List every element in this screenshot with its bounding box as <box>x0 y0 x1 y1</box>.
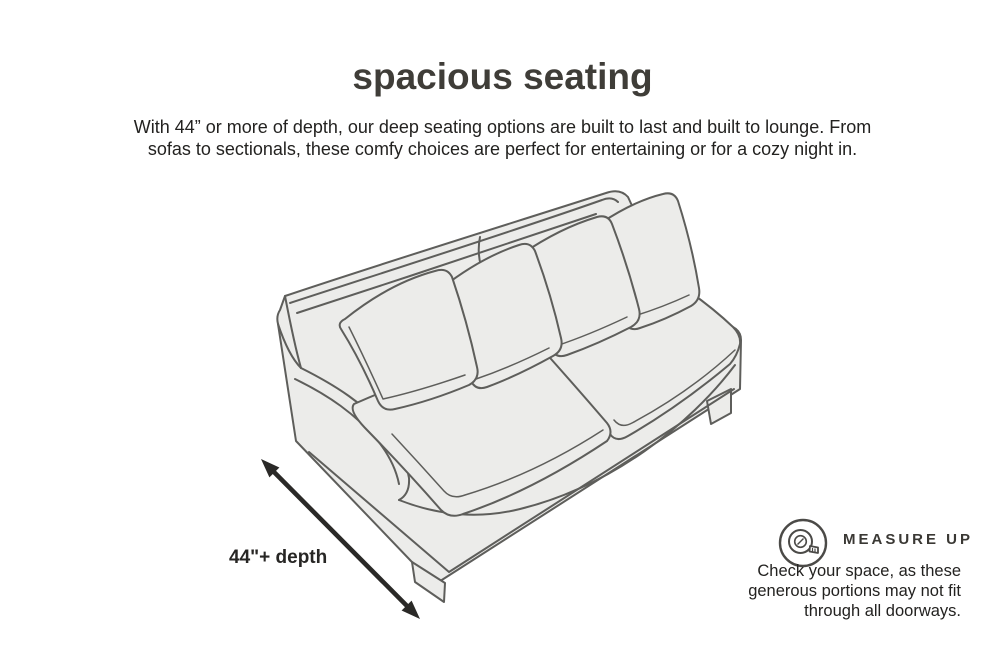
measure-up-note-line-2: generous portions may not fit <box>748 582 961 600</box>
measure-up-note-line-1: Check your space, as these <box>757 562 961 580</box>
page-title: spacious seating <box>352 56 653 97</box>
intro-line-1: With 44” or more of depth, our deep seating options are built to last and built to lounge. From <box>133 117 872 137</box>
measure-up-title: MEASURE UP <box>843 531 974 548</box>
intro-line-2: sofas to sectionals, these comfy choices are perfect for entertaining or for a cozy night in. <box>147 139 858 159</box>
depth-dimension-label: 44"+ depth <box>229 547 328 568</box>
measure-up-note <box>661 561 961 621</box>
measure-up-note-line-3: through all doorways. <box>804 602 961 620</box>
